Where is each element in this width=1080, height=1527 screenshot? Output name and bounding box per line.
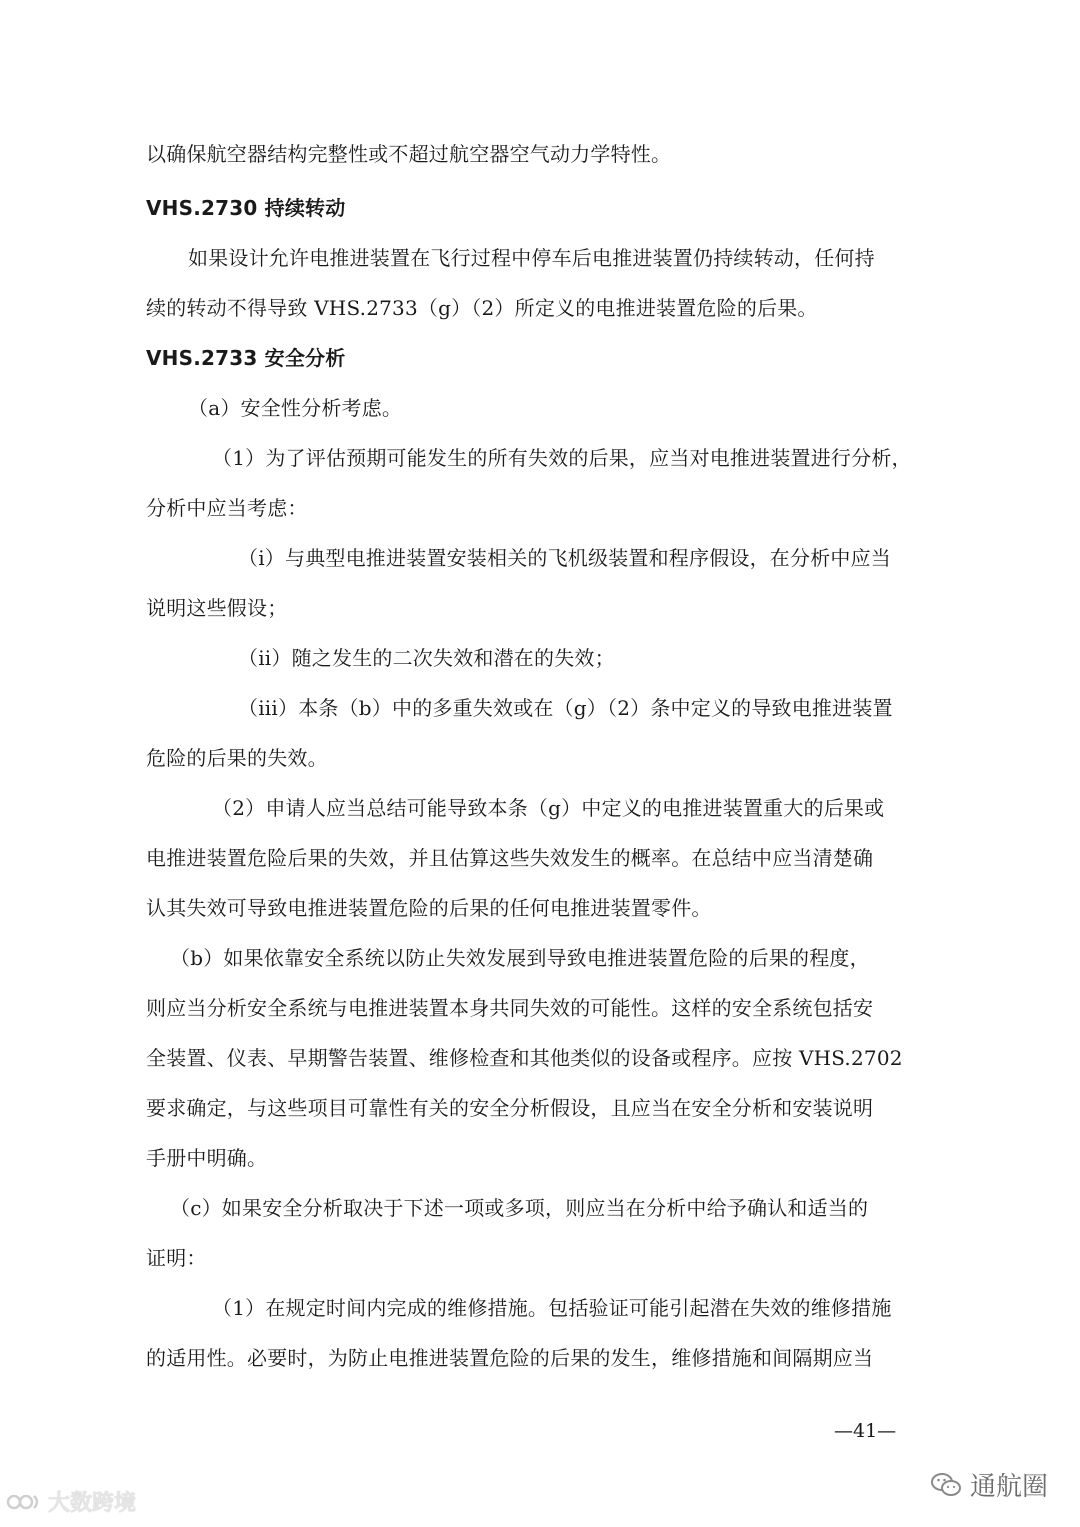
text-line: 电推进装置危险后果的失效，并且估算这些失效发生的概率。在总结中应当清楚确 (146, 846, 874, 870)
text-line: 则应当分析安全系统与电推进装置本身共同失效的可能性。这样的安全系统包括安 (146, 996, 874, 1020)
page-number: —41— (834, 1420, 897, 1442)
text-line: （2）申请人应当总结可能导致本条（g）中定义的电推进装置重大的后果或 (212, 796, 885, 820)
text-line: 的适用性。必要时，为防止电推进装置危险的后果的发生，维修措施和间隔期应当 (146, 1346, 874, 1370)
text-line: 危险的后果的失效。 (146, 746, 328, 770)
text-line: 认其失效可导致电推进装置危险的后果的任何电推进装置零件。 (146, 896, 712, 920)
text-line: 以确保航空器结构完整性或不超过航空器空气动力学特性。 (146, 142, 672, 166)
watermark-left (6, 1486, 136, 1517)
text-line: 如果设计允许电推进装置在飞行过程中停车后电推进装置仍持续转动，任何持 (188, 246, 875, 270)
section-heading: VHS.2730 持续转动 (146, 196, 346, 220)
text-line: 手册中明确。 (146, 1146, 268, 1170)
text-line: （1）为了评估预期可能发生的所有失效的后果，应当对电推进装置进行分析， (212, 446, 912, 470)
text-line: （c）如果安全分析取决于下述一项或多项，则应当在分析中给予确认和适当的 (170, 1196, 869, 1220)
text-line: 证明： (146, 1246, 207, 1270)
text-line: 全装置、仪表、早期警告装置、维修检查和其他类似的设备或程序。应按 VHS.2702 (146, 1046, 903, 1070)
text-line: 说明这些假设； (146, 596, 288, 620)
text-line: 要求确定，与这些项目可靠性有关的安全分析假设，且应当在安全分析和安装说明 (146, 1096, 874, 1120)
text-line: 续的转动不得导致 VHS.2733（g）（2）所定义的电推进装置危险的后果。 (146, 296, 818, 320)
wechat-icon (930, 1471, 962, 1499)
text-line: （iii）本条（b）中的多重失效或在（g）（2）条中定义的导致电推进装置 (238, 696, 893, 720)
text-line: （a）安全性分析考虑。 (188, 396, 403, 420)
swirl-logo-icon (6, 1492, 44, 1512)
section-heading: VHS.2733 安全分析 (146, 346, 346, 370)
watermark-left-text: 大数跨境 (48, 1491, 137, 1516)
watermark-right (930, 1466, 1048, 1503)
text-line: （ii）随之发生的二次失效和潜在的失效； (238, 646, 615, 670)
text-line: （b）如果依靠安全系统以防止失效发展到导致电推进装置危险的后果的程度， (170, 946, 870, 970)
text-line: 分析中应当考虑： (146, 496, 308, 520)
text-line: （1）在规定时间内完成的维修措施。包括验证可能引起潜在失效的维修措施 (212, 1296, 892, 1320)
watermark-right-text: 通航圈 (970, 1472, 1049, 1502)
text-line: （i）与典型电推进装置安装相关的飞机级装置和程序假设，在分析中应当 (238, 546, 891, 570)
